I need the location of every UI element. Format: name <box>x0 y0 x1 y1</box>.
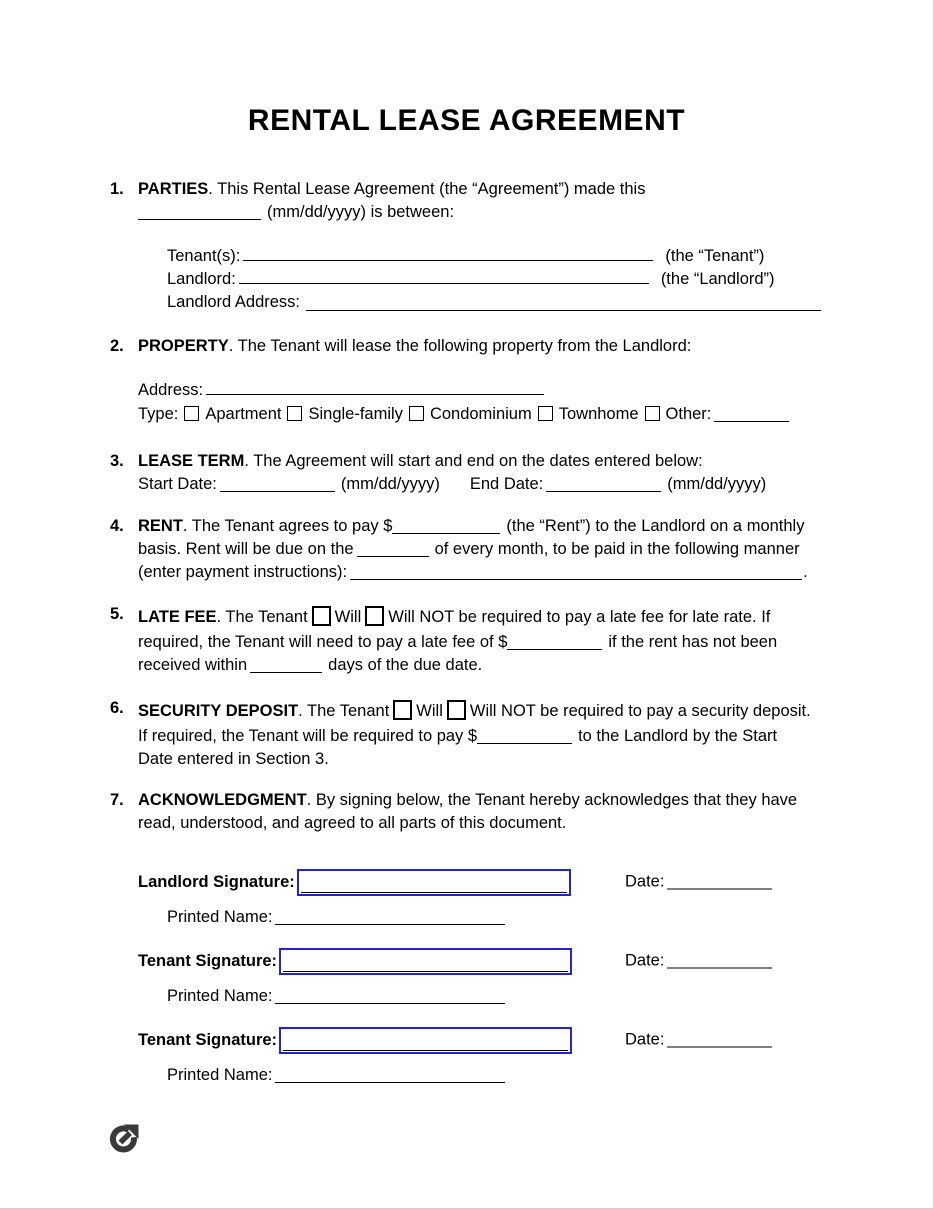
section-heading: ACKNOWLEDGMENT <box>138 791 307 809</box>
section-heading: PARTIES <box>138 180 209 198</box>
parties-line-2 <box>138 201 821 224</box>
landlord-signature-field[interactable] <box>297 869 571 896</box>
text-segment: if the rent has not been <box>608 633 778 651</box>
late-fee-line-2 <box>138 631 821 654</box>
type-option-label: Other: <box>665 405 712 423</box>
date-label: Date: <box>625 951 665 970</box>
text-segment: Will NOT be required to pay a late fee for late rate. If <box>388 608 771 626</box>
section-number: 5. <box>110 605 124 623</box>
section-rent <box>110 515 821 584</box>
section-property <box>110 335 821 426</box>
apartment-checkbox[interactable] <box>184 406 199 421</box>
deposit-line-3 <box>138 748 821 771</box>
signature-underline <box>283 1050 568 1051</box>
text-segment: (the “Rent”) to the Landlord on a monthly <box>506 517 805 535</box>
tenant2-signature-row <box>138 1026 821 1054</box>
date-label: Date: <box>625 872 665 891</box>
property-line-1 <box>138 335 821 358</box>
text-segment: . The Tenant agrees to pay $ <box>182 517 393 535</box>
signature-section <box>138 868 821 1087</box>
tenant-name-blank <box>243 257 653 261</box>
tenant1-signature-label: Tenant Signature: <box>138 951 278 970</box>
rent-line-3 <box>138 561 821 584</box>
late-fee-will-checkbox[interactable] <box>312 606 331 626</box>
deposit-line-1 <box>138 697 821 725</box>
grace-days-blank <box>250 669 322 673</box>
section-lease-term <box>110 450 821 496</box>
landlord-date-group <box>625 871 778 894</box>
tenant2-date-group <box>625 1029 778 1052</box>
tenant1-printed-name-row <box>167 985 821 1008</box>
section-heading: PROPERTY <box>138 337 229 355</box>
type-option-label: Apartment <box>205 405 282 423</box>
text-segment: to the Landlord by the Start <box>578 727 778 745</box>
text-segment: . By signing below, the Tenant hereby acknowledges that they have <box>306 791 798 809</box>
landlord-signature-row <box>138 868 821 896</box>
text-segment: basis. Rent will be due on the <box>138 540 354 558</box>
text-segment: If required, the Tenant will be required to pay $ <box>138 727 478 745</box>
section-heading: RENT <box>138 517 183 535</box>
lease-term-line-1 <box>138 450 821 473</box>
text-segment: Will NOT be required to pay a security deposit. <box>469 702 811 720</box>
section-heading: LATE FEE <box>138 608 217 626</box>
deposit-line-2 <box>138 725 821 748</box>
late-fee-line-1 <box>138 603 821 631</box>
text-segment: read, understood, and agreed to all parts of this document. <box>138 814 567 832</box>
tenant-label: Tenant(s): <box>167 247 241 265</box>
tenant1-printed-name-blank <box>275 1000 505 1004</box>
tenant2-signature-label: Tenant Signature: <box>138 1030 278 1049</box>
rent-amount-blank <box>392 530 500 534</box>
text-segment: of every month, to be paid in the following manner <box>434 540 800 558</box>
will-label: Will <box>416 702 443 720</box>
parties-line-1 <box>138 178 821 201</box>
tenant2-printed-name-row <box>167 1064 821 1087</box>
deposit-amount-blank <box>477 740 572 744</box>
due-day-blank <box>357 553 429 557</box>
property-type-row <box>138 402 821 426</box>
landlord-date-blank <box>667 886 772 890</box>
text-segment: required, the Tenant will need to pay a late fee of $ <box>138 633 508 651</box>
type-label: Type: <box>138 405 179 423</box>
section-number: 4. <box>110 517 124 535</box>
text-segment: received within <box>138 656 248 674</box>
start-date-format: (mm/dd/yyyy) <box>340 475 440 493</box>
agreement-date-blank <box>138 216 261 220</box>
start-date-label: Start Date: <box>138 475 217 493</box>
section-number: 7. <box>110 791 124 809</box>
start-date-blank <box>220 488 335 492</box>
section-number: 1. <box>110 180 124 198</box>
tenant2-printed-name-blank <box>275 1079 505 1083</box>
tenant-name-row <box>167 245 821 268</box>
tenant1-signature-row <box>138 947 821 975</box>
type-option-label: Townhome <box>558 405 639 423</box>
other-type-blank <box>714 418 789 422</box>
townhome-checkbox[interactable] <box>538 406 553 421</box>
landlord-address-label: Landlord Address: <box>167 293 301 311</box>
document-body <box>0 178 933 1087</box>
text-segment: Date entered in Section 3. <box>138 750 329 768</box>
landlord-address-row <box>167 291 821 314</box>
landlord-printed-name-row <box>167 906 821 929</box>
text-segment: . <box>803 563 808 581</box>
type-option-label: Single-family <box>308 405 403 423</box>
end-date-blank <box>546 488 661 492</box>
landlord-name-row <box>167 268 821 291</box>
text-segment: (mm/dd/yyyy) is between: <box>267 203 455 221</box>
section-parties <box>110 178 821 314</box>
tenant1-date-blank <box>667 965 772 969</box>
end-date-format: (mm/dd/yyyy) <box>667 475 767 493</box>
text-segment: days of the due date. <box>328 656 483 674</box>
text-segment: . The Tenant <box>216 608 308 626</box>
date-label: Date: <box>625 1030 665 1049</box>
rent-line-1 <box>138 515 821 538</box>
deposit-will-not-checkbox[interactable] <box>447 700 466 720</box>
rent-line-2 <box>138 538 821 561</box>
printed-name-label: Printed Name: <box>167 908 273 926</box>
section-heading: SECURITY DEPOSIT <box>138 702 299 720</box>
single-family-checkbox[interactable] <box>287 406 302 421</box>
landlord-printed-name-blank <box>275 921 505 925</box>
printed-name-label: Printed Name: <box>167 1066 273 1084</box>
property-address-blank <box>206 391 544 395</box>
landlord-address-blank <box>306 307 821 311</box>
other-checkbox[interactable] <box>645 406 660 421</box>
deposit-will-checkbox[interactable] <box>393 700 412 720</box>
signature-underline <box>283 971 568 972</box>
lease-dates-row <box>138 473 821 496</box>
payment-instructions-blank <box>350 576 802 580</box>
will-label: Will <box>334 608 362 626</box>
acknowledgment-line-2 <box>138 812 821 835</box>
text-segment: . This Rental Lease Agreement (the “Agreement”) made this <box>208 180 646 198</box>
tenant2-signature-field[interactable] <box>279 1027 572 1054</box>
text-segment: . The Agreement will start and end on the dates entered below: <box>244 452 703 470</box>
late-fee-amount-blank <box>507 646 602 650</box>
landlord-suffix: (the “Landlord”) <box>660 270 775 288</box>
landlord-name-blank <box>239 280 649 284</box>
condominium-checkbox[interactable] <box>409 406 424 421</box>
late-fee-will-not-checkbox[interactable] <box>365 606 384 626</box>
text-segment: . The Tenant <box>298 702 390 720</box>
section-late-fee <box>110 603 821 677</box>
tenant1-signature-field[interactable] <box>279 948 572 975</box>
section-heading: LEASE TERM <box>138 452 245 470</box>
section-acknowledgment <box>110 789 821 835</box>
party-fields <box>167 245 821 314</box>
tenant-suffix: (the “Tenant”) <box>665 247 765 265</box>
late-fee-line-3 <box>138 654 821 677</box>
landlord-label: Landlord: <box>167 270 236 288</box>
landlord-signature-label: Landlord Signature: <box>138 872 295 891</box>
text-segment: (enter payment instructions): <box>138 563 348 581</box>
section-number: 3. <box>110 452 124 470</box>
tenant1-date-group <box>625 950 778 973</box>
text-segment: . The Tenant will lease the following property from the Landlord: <box>228 337 692 355</box>
section-number: 2. <box>110 337 124 355</box>
section-security-deposit <box>110 697 821 771</box>
type-option-label: Condominium <box>429 405 532 423</box>
address-label: Address: <box>138 381 204 399</box>
circular-arrow-logo-icon <box>108 1121 142 1155</box>
tenant2-date-blank <box>667 1044 772 1048</box>
document-title: RENTAL LEASE AGREEMENT <box>247 104 686 137</box>
printed-name-label: Printed Name: <box>167 987 273 1005</box>
end-date-label: End Date: <box>469 475 544 493</box>
property-address-row <box>138 379 821 402</box>
acknowledgment-line-1 <box>138 789 821 812</box>
section-number: 6. <box>110 699 124 717</box>
signature-underline <box>301 892 567 893</box>
